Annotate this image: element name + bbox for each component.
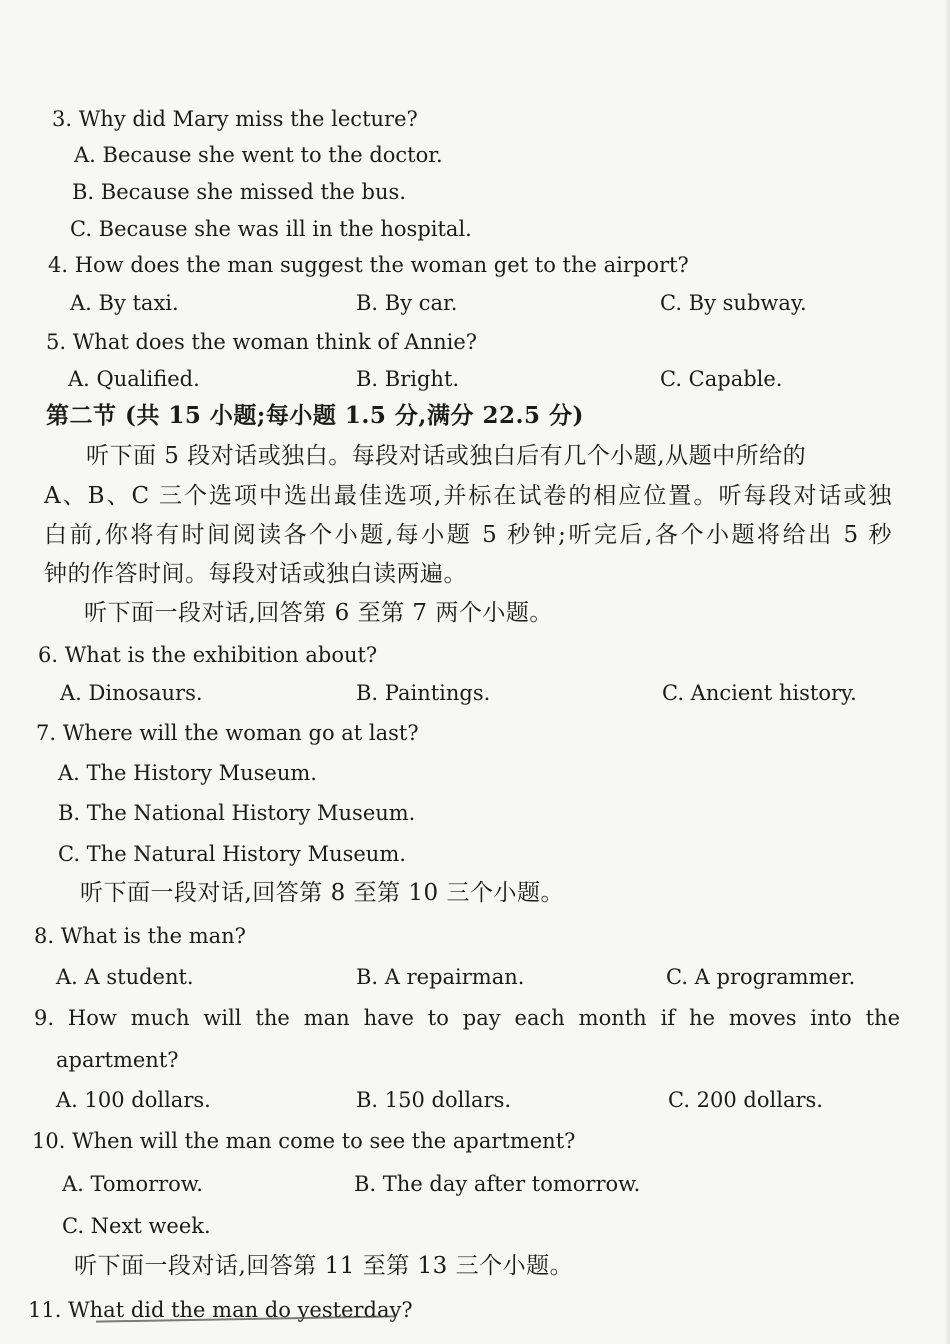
section-2-instructions-line-4: 钟的作答时间。每段对话或独白读两遍。: [44, 561, 467, 587]
question-9-option-c: C. 200 dollars.: [668, 1088, 823, 1112]
question-6-stem: 6. What is the exhibition about?: [38, 643, 378, 667]
question-6-option-a: A. Dinosaurs.: [60, 681, 203, 705]
dialog-1-instruction: 听下面一段对话,回答第 6 至第 7 两个小题。: [84, 600, 553, 626]
question-7-option-c: C. The Natural History Museum.: [58, 842, 406, 866]
question-3-option-c: C. Because she was ill in the hospital.: [70, 217, 472, 241]
question-4-option-a: A. By taxi.: [70, 291, 179, 315]
question-9-stem-line-1: 9. How much will the man have to pay each month if he moves into the: [34, 1006, 900, 1030]
question-8-option-b: B. A repairman.: [356, 965, 525, 989]
question-8-option-c: C. A programmer.: [666, 965, 856, 989]
question-9-option-a: A. 100 dollars.: [56, 1088, 211, 1112]
question-11-stem: 11. What did the man do yesterday?: [28, 1298, 413, 1322]
question-9-stem-line-2: apartment?: [56, 1048, 179, 1072]
dialog-2-instruction: 听下面一段对话,回答第 8 至第 10 三个小题。: [80, 880, 564, 906]
question-6-option-c: C. Ancient history.: [662, 681, 857, 705]
question-7-option-a: A. The History Museum.: [58, 761, 317, 785]
question-5-stem: 5. What does the woman think of Annie?: [46, 330, 478, 354]
question-10-option-c: C. Next week.: [62, 1214, 211, 1238]
question-3-option-b: B. Because she missed the bus.: [72, 180, 406, 204]
section-2-instructions-line-3: 白前,你将有时间阅读各个小题,每小题 5 秒钟;听完后,各个小题将给出 5 秒: [44, 522, 892, 548]
question-10-option-a: A. Tomorrow.: [62, 1172, 203, 1196]
question-7-option-b: B. The National History Museum.: [58, 801, 416, 825]
question-5-option-b: B. Bright.: [356, 367, 460, 391]
section-2-instructions-line-1: 听下面 5 段对话或独白。每段对话或独白后有几个小题,从题中所给的: [86, 443, 807, 469]
scan-shadow: [944, 0, 950, 1344]
question-8-option-a: A. A student.: [56, 965, 194, 989]
question-6-option-b: B. Paintings.: [356, 681, 491, 705]
question-5-option-a: A. Qualified.: [68, 367, 200, 391]
question-10-stem: 10. When will the man come to see the apartment?: [32, 1129, 576, 1153]
question-4-option-b: B. By car.: [356, 291, 458, 315]
section-2-heading: 第二节 (共 15 小题;每小题 1.5 分,满分 22.5 分): [46, 402, 584, 429]
question-5-option-c: C. Capable.: [660, 367, 783, 391]
question-7-stem: 7. Where will the woman go at last?: [36, 721, 419, 745]
dialog-3-instruction: 听下面一段对话,回答第 11 至第 13 三个小题。: [74, 1253, 574, 1279]
question-3-option-a: A. Because she went to the doctor.: [74, 143, 443, 167]
question-4-option-c: C. By subway.: [660, 291, 807, 315]
question-3-stem: 3. Why did Mary miss the lecture?: [52, 107, 418, 131]
question-9-option-b: B. 150 dollars.: [356, 1088, 512, 1112]
question-8-stem: 8. What is the man?: [34, 924, 246, 948]
question-4-stem: 4. How does the man suggest the woman get to the airport?: [48, 253, 689, 277]
section-2-instructions-line-2: A、B、C 三个选项中选出最佳选项,并标在试卷的相应位置。听每段对话或独: [44, 483, 892, 509]
question-10-option-b: B. The day after tomorrow.: [354, 1172, 641, 1196]
